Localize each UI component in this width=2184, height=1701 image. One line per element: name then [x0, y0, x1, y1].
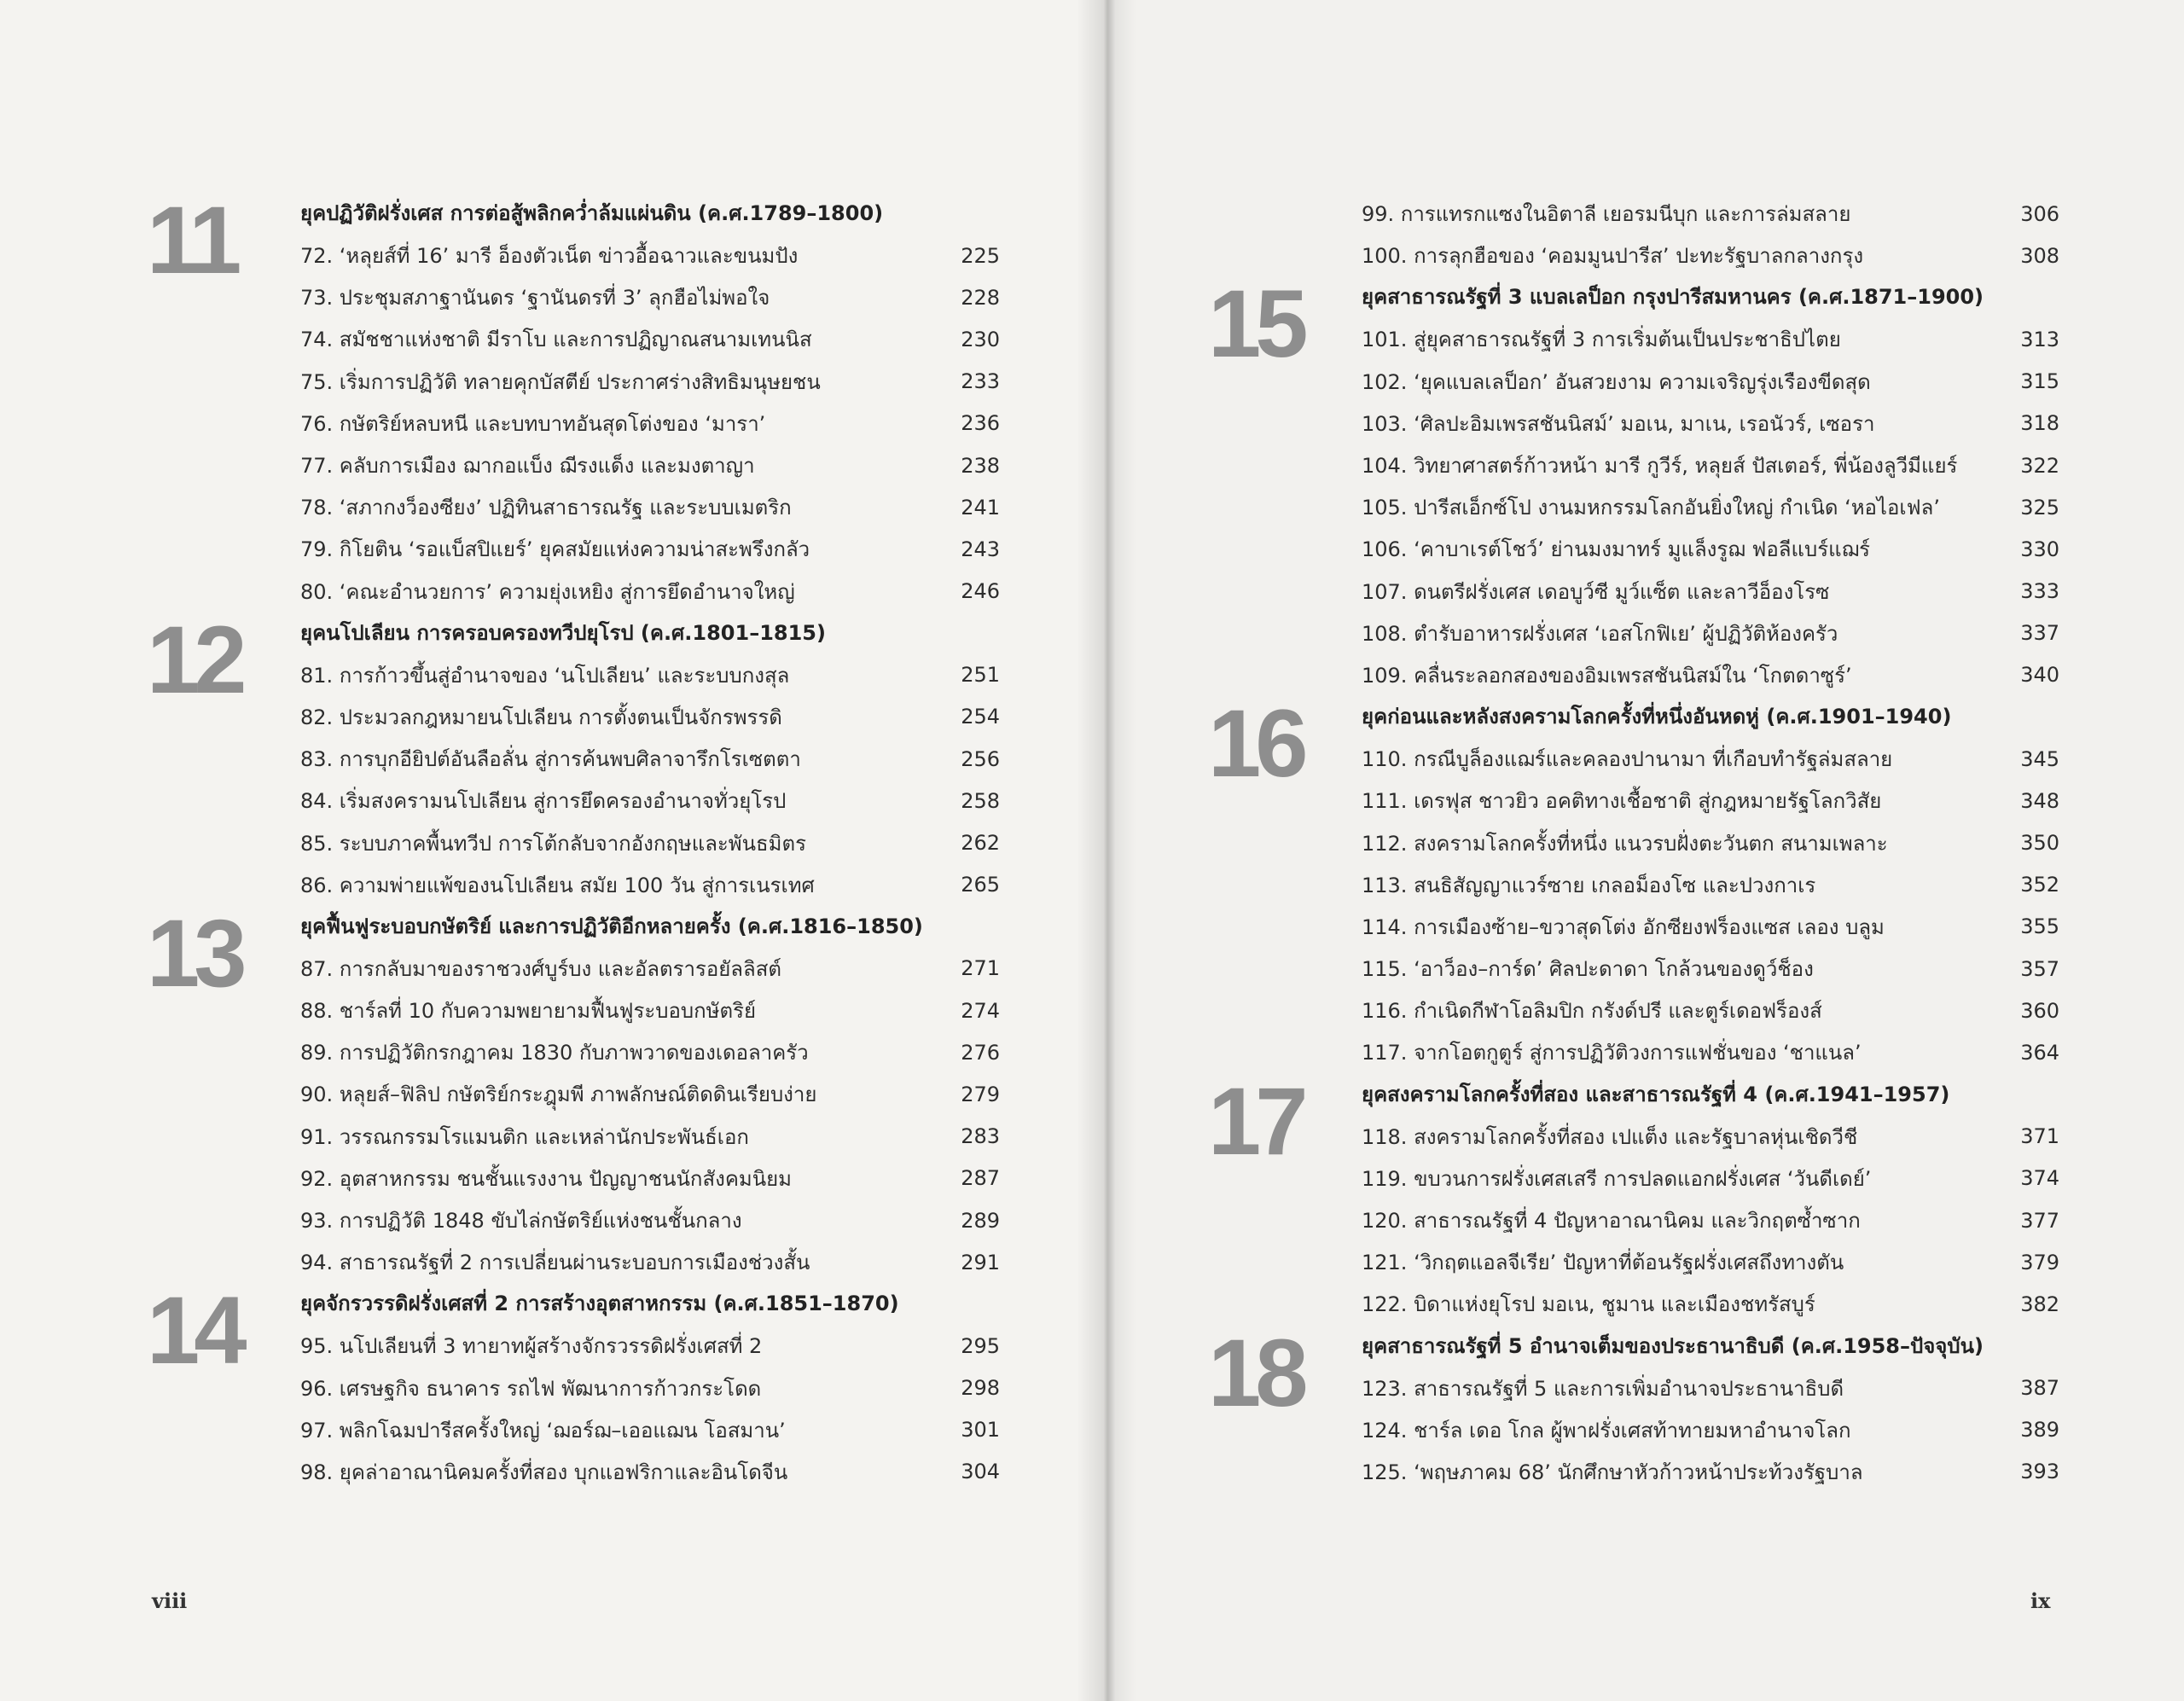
toc-entry-page-number: 377	[2020, 1208, 2059, 1233]
toc-entry-title: 115. ‘อาว็อง–การ์ด’ ศิลปะดาดา โกล้วนของดูว์ช็อง	[1362, 957, 1814, 982]
toc-entry	[300, 571, 1000, 612]
toc-entry	[1362, 1283, 2059, 1325]
toc-entry-page-number: 315	[2020, 369, 2059, 394]
toc-entry-page-number: 298	[961, 1376, 1000, 1401]
book-gutter-shadow	[1077, 0, 1136, 1701]
toc-entry	[300, 1116, 1000, 1158]
toc-entry-page-number: 295	[961, 1333, 1000, 1358]
toc-entry-page-number: 289	[961, 1208, 1000, 1233]
toc-entry-title: 75. เริ่มการปฏิวัติ ทลายคุกบัสตีย์ ประกาศร่างสิทธิมนุษยชน	[300, 369, 821, 394]
toc-entry	[300, 948, 1000, 990]
toc-entry-title: 92. อุตสาหกรรม ชนชั้นแรงงาน ปัญญาชนนักสังคมนิยม	[300, 1166, 792, 1191]
toc-entry-page-number: 301	[961, 1418, 1000, 1443]
toc-entry-page-number: 350	[2020, 831, 2059, 856]
toc-entry-title: 125. ‘พฤษภาคม 68’ นักศึกษาหัวก้าวหน้าประท้วงรัฐบาล	[1362, 1460, 1863, 1484]
toc-entry-page-number: 308	[2020, 243, 2059, 268]
toc-entry	[300, 1325, 1000, 1367]
toc-entry	[1362, 906, 2059, 948]
part-number: 11	[147, 187, 236, 293]
toc-entry	[300, 1409, 1000, 1451]
toc-entry-page-number: 256	[961, 746, 1000, 771]
toc-part-section	[147, 606, 1000, 906]
toc-entry-page-number: 325	[2020, 495, 2059, 520]
toc-entry-title: 118. สงครามโลกครั้งที่สอง เปแต็ง และรัฐบาลหุ่นเชิดวีชี	[1362, 1124, 1858, 1149]
part-title: ยุคปฏิวัติฝรั่งเศส การต่อสู้พลิกคว่ำล้มแผ่นดิน (ค.ศ.1789–1800)	[300, 201, 884, 225]
toc-entry-page-number: 306	[2020, 201, 2059, 226]
toc-entry-page-number: 265	[961, 873, 1000, 897]
toc-entry-title: 109. คลื่นระลอกสองของอิมเพรสชันนิสม์ใน ‘โกตดาซูร์’	[1362, 663, 1852, 688]
part-number: 13	[147, 899, 241, 1007]
toc-entry-title: 93. การปฏิวัติ 1848 ขับไล่กษัตริย์แห่งชนชั้นกลาง	[300, 1209, 742, 1234]
right-page	[1106, 0, 2184, 1701]
toc-entry	[1362, 1031, 2059, 1073]
toc-entry-page-number: 225	[961, 243, 1000, 268]
toc-entry-title: 85. ระบบภาคพื้นทวีป การโต้กลับจากอังกฤษและพันธมิตร	[300, 831, 806, 856]
toc-entry	[1362, 1158, 2059, 1199]
toc-entry-page-number: 228	[961, 285, 1000, 310]
toc-entry	[300, 1241, 1000, 1283]
toc-entry-title: 102. ‘ยุคแบลเลป็อก’ อันสวยงาม ความเจริญรุ่งเรืองขีดสุด	[1362, 369, 1871, 394]
toc-entry	[300, 1073, 1000, 1115]
part-number: 14	[147, 1277, 241, 1385]
toc-entry	[300, 1031, 1000, 1073]
toc-entry	[1362, 821, 2059, 863]
toc-entry-page-number: 238	[961, 453, 1000, 478]
toc-entry-title: 87. การกลับมาของราชวงศ์บูร์บง และอัลตรารอยัลลิสต์	[300, 956, 781, 981]
part-title: ยุคก่อนและหลังสงครามโลกครั้งที่หนึ่งอันหดหู่ (ค.ศ.1901–1940)	[1362, 705, 1952, 729]
toc-entry-title: 98. ยุคล่าอาณานิคมครั้งที่สอง บุกแอฟริกาและอินโดจีน	[300, 1460, 788, 1484]
toc-entry	[1362, 1367, 2059, 1409]
toc-entry	[300, 444, 1000, 486]
toc-entry	[300, 318, 1000, 360]
toc-entry-page-number: 379	[2020, 1250, 2059, 1274]
toc-entry-title: 90. หลุยส์–ฟิลิป กษัตริย์กระฎุมพี ภาพลักษณ์ติดดินเรียบง่าย	[300, 1083, 817, 1107]
toc-entry	[300, 696, 1000, 738]
toc-entry-title: 96. เศรษฐกิจ ธนาคาร รถไฟ พัฒนาการก้าวกระโดด	[300, 1376, 762, 1401]
toc-part-section	[147, 187, 1000, 612]
toc-entry-page-number: 243	[961, 537, 1000, 561]
toc-entry-title: 88. ชาร์ลที่ 10 กับความพยายามฟื้นฟูระบอบกษัตริย์	[300, 999, 757, 1024]
toc-entry-page-number: 337	[2020, 621, 2059, 646]
toc-entry-page-number: 371	[2020, 1124, 2059, 1149]
toc-entry	[300, 990, 1000, 1031]
toc-entry	[300, 780, 1000, 821]
toc-entry	[1362, 948, 2059, 990]
toc-entry-page-number: 382	[2020, 1292, 2059, 1316]
toc-entry-page-number: 318	[2020, 411, 2059, 436]
toc-entry-title: 83. การบุกอียิปต์อันลือลั่น สู่การค้นพบศิลาจารึกโรเซตตา	[300, 747, 801, 772]
toc-entry	[300, 1199, 1000, 1241]
part-title: ยุคสาธารณรัฐที่ 5 อำนาจเต็มของประธานาธิบดี (ค.ศ.1958–ปัจจุบัน)	[1362, 1333, 1984, 1358]
toc-entry-page-number: 352	[2020, 873, 2059, 897]
toc-entry-title: 105. ปารีสเอ็กซ์โป งานมหกรรมโลกอันยิ่งใหญ่ กำเนิด ‘หอไอเฟล’	[1362, 496, 1940, 520]
toc-entry-page-number: 230	[961, 327, 1000, 351]
toc-entry-page-number: 322	[2020, 453, 2059, 478]
part-title: ยุคฟื้นฟูระบอบกษัตริย์ และการปฏิวัติอีกหลายครั้ง (ค.ศ.1816–1850)	[300, 914, 923, 938]
toc-entry-page-number: 304	[961, 1460, 1000, 1484]
toc-entry	[1362, 361, 2059, 403]
toc-entry-page-number: 340	[2020, 663, 2059, 688]
table-of-contents-left	[147, 187, 1000, 1493]
toc-part-section	[1208, 270, 2059, 696]
toc-entry	[300, 235, 1000, 276]
toc-entry-page-number: 251	[961, 663, 1000, 688]
toc-entry-title: 104. วิทยาศาสตร์ก้าวหน้า มารี กูวีร์, หลุยส์ ปัสเตอร์, พี่น้องลูวีมีแยร์	[1362, 454, 1958, 479]
toc-entry	[1362, 444, 2059, 486]
part-number: 18	[1208, 1319, 1303, 1426]
toc-entry	[1362, 990, 2059, 1031]
toc-entry	[300, 864, 1000, 906]
toc-entry-title: 119. ขบวนการฝรั่งเศสเสรี การปลดแอกฝรั่งเศส ‘วันดีเดย์’	[1362, 1166, 1872, 1191]
toc-entry-title: 82. ประมวลกฎหมายนโปเลียน การตั้งตนเป็นจักรพรรดิ	[300, 705, 782, 729]
toc-entry	[1362, 1116, 2059, 1158]
toc-entry-page-number: 283	[961, 1124, 1000, 1149]
toc-entry	[1362, 864, 2059, 906]
toc-entry	[300, 276, 1000, 318]
toc-entry-page-number: 360	[2020, 998, 2059, 1023]
table-of-contents-right	[1208, 193, 2059, 1493]
toc-entry	[1362, 654, 2059, 696]
toc-entry-title: 72. ‘หลุยส์ที่ 16’ มารี อ็องตัวเน็ต ข่าวอื้อฉาวและขนมปัง	[300, 244, 799, 269]
toc-entry-title: 120. สาธารณรัฐที่ 4 ปัญหาอาณานิคม และวิกฤตซ้ำซาก	[1362, 1209, 1861, 1234]
toc-entry	[1362, 1409, 2059, 1451]
toc-entry-title: 77. คลับการเมือง ฌากอแบ็ง ฌีรงแด็ง และมงตาญา	[300, 454, 755, 479]
toc-entry-title: 80. ‘คณะอำนวยการ’ ความยุ่งเหยิง สู่การยึดอำนาจใหญ่	[300, 579, 795, 604]
toc-entry	[1362, 780, 2059, 821]
toc-entry-title: 103. ‘ศิลปะอิมเพรสชันนิสม์’ มอเน, มาเน, เรอนัวร์, เซอรา	[1362, 411, 1875, 436]
page-folio-right: ix	[2030, 1588, 2051, 1613]
toc-entry	[1362, 193, 2059, 235]
toc-entry-page-number: 233	[961, 369, 1000, 394]
toc-entry	[1362, 1241, 2059, 1283]
toc-entry	[300, 361, 1000, 403]
toc-part-section	[1208, 1319, 2059, 1494]
toc-entry-title: 112. สงครามโลกครั้งที่หนึ่ง แนวรบฝั่งตะวันตก สนามเพลาะ	[1362, 831, 1888, 856]
toc-entry-page-number: 333	[2020, 579, 2059, 604]
toc-entry-page-number: 246	[961, 579, 1000, 604]
toc-part-section	[1208, 690, 2059, 1074]
toc-entry-title: 116. กำเนิดกีฬาโอลิมปิก กรังด์ปรี และตูร์เดอฟร็องส์	[1362, 999, 1822, 1024]
toc-entry-page-number: 258	[961, 788, 1000, 813]
toc-entry-title: 111. เดรฟุส ชาวยิว อคติทางเชื้อชาติ สู่กฎหมายรัฐโลกวิสัย	[1362, 789, 1882, 814]
toc-entry-title: 100. การลุกฮือของ ‘คอมมูนปารีส’ ปะทะรัฐบาลกลางกรุง	[1362, 244, 1864, 269]
toc-entry-title: 97. พลิกโฉมปารีสครั้งใหญ่ ‘ฌอร์ฌ–เออแฌน โอสมาน’	[300, 1418, 786, 1443]
part-number: 16	[1208, 690, 1303, 798]
toc-entry-page-number: 274	[961, 998, 1000, 1023]
toc-entry-title: 110. กรณีบูล็องแฌร์และคลองปานามา ที่เกือบทำรัฐล่มสลาย	[1362, 747, 1893, 772]
toc-entry-page-number: 313	[2020, 327, 2059, 351]
toc-entry-title: 108. ตำรับอาหารฝรั่งเศส ‘เอสโกฟิเย’ ผู้ปฏิวัติห้องครัว	[1362, 621, 1838, 646]
toc-entry	[300, 1451, 1000, 1493]
toc-entry	[1362, 612, 2059, 654]
toc-entry-page-number: 364	[2020, 1040, 2059, 1065]
toc-entry-title: 99. การแทรกแซงในอิตาลี เยอรมนีบุก และการล่มสลาย	[1362, 202, 1851, 227]
toc-entry	[300, 528, 1000, 570]
toc-entry-title: 122. บิดาแห่งยุโรป มอเน, ชูมาน และเมืองชทรัสบูร์	[1362, 1292, 1815, 1317]
toc-entry	[300, 654, 1000, 696]
toc-entry-page-number: 276	[961, 1040, 1000, 1065]
part-number: 12	[147, 606, 241, 713]
toc-entry-page-number: 374	[2020, 1166, 2059, 1191]
toc-entry	[1362, 571, 2059, 612]
toc-entry	[300, 738, 1000, 780]
toc-entry-page-number: 241	[961, 495, 1000, 520]
part-title: ยุคนโปเลียน การครอบครองทวีปยุโรป (ค.ศ.1801–1815)	[300, 620, 826, 645]
toc-entry	[1362, 318, 2059, 360]
toc-entry-page-number: 330	[2020, 537, 2059, 561]
toc-entry	[1362, 1451, 2059, 1493]
part-title: ยุคสาธารณรัฐที่ 3 แบลเลป็อก กรุงปารีสมหานคร (ค.ศ.1871–1900)	[1362, 285, 1984, 310]
toc-entry	[300, 821, 1000, 863]
toc-entry-title: 86. ความพ่ายแพ้ของนโปเลียน สมัย 100 วัน สู่การเนรเทศ	[300, 873, 815, 897]
toc-entry-page-number: 291	[961, 1250, 1000, 1274]
toc-entry-title: 95. นโปเลียนที่ 3 ทายาทผู้สร้างจักรวรรดิฝรั่งเศสที่ 2	[300, 1334, 763, 1359]
toc-entry-title: 73. ประชุมสภาฐานันดร ‘ฐานันดรที่ 3’ ลุกฮือไม่พอใจ	[300, 286, 770, 311]
toc-entry-title: 76. กษัตริย์หลบหนี และบทบาทอันสุดโต่งของ ‘มารา’	[300, 411, 766, 436]
toc-entry-page-number: 387	[2020, 1376, 2059, 1401]
toc-part-section	[1208, 1067, 2059, 1326]
page-folio-left: viii	[152, 1588, 188, 1613]
toc-entry	[1362, 1199, 2059, 1241]
toc-entry-page-number: 287	[961, 1166, 1000, 1191]
toc-entry-page-number: 389	[2020, 1418, 2059, 1443]
toc-part-section	[147, 1277, 1000, 1493]
toc-entry	[1362, 235, 2059, 276]
part-number: 17	[1208, 1067, 1303, 1175]
toc-entry	[1362, 738, 2059, 780]
part-title: ยุคจักรวรรดิฝรั่งเศสที่ 2 การสร้างอุตสาหกรรม (ค.ศ.1851–1870)	[300, 1292, 899, 1316]
toc-entry-page-number: 236	[961, 411, 1000, 436]
toc-entry-title: 101. สู่ยุคสาธารณรัฐที่ 3 การเริ่มต้นเป็นประชาธิปไตย	[1362, 328, 1841, 352]
toc-entry-title: 91. วรรณกรรมโรแมนติก และเหล่านักประพันธ์เอก	[300, 1124, 749, 1149]
toc-entry	[300, 403, 1000, 444]
toc-entry	[1362, 528, 2059, 570]
toc-entry-page-number: 271	[961, 956, 1000, 981]
toc-entry-title: 84. เริ่มสงครามนโปเลียน สู่การยึดครองอำนาจทั่วยุโรป	[300, 789, 787, 814]
toc-entry-title: 114. การเมืองซ้าย–ขวาสุดโต่ง อักซียงฟร็องแซส เลอง บลูม	[1362, 914, 1885, 939]
toc-entry-title: 121. ‘วิกฤตแอลจีเรีย’ ปัญหาที่ต้อนรัฐฝรั่งเศสถึงทางตัน	[1362, 1251, 1844, 1275]
toc-entry-title: 113. สนธิสัญญาแวร์ซาย เกลอม็องโซ และปวงกาเร	[1362, 873, 1816, 897]
toc-entry-page-number: 262	[961, 831, 1000, 856]
toc-entry-page-number: 348	[2020, 788, 2059, 813]
toc-entry-title: 106. ‘คาบาเรต์โชว์’ ย่านมงมาทร์ มูแล็งรูฌ ฟอลีแบร์แฌร์	[1362, 537, 1870, 562]
toc-entry-page-number: 254	[961, 705, 1000, 729]
toc-entry	[1362, 486, 2059, 528]
toc-entry-page-number: 345	[2020, 746, 2059, 771]
toc-entry	[1362, 403, 2059, 444]
toc-entry-title: 79. กิโยติน ‘รอแบ็สปิแยร์’ ยุคสมัยแห่งความน่าสะพรึงกลัว	[300, 537, 810, 562]
toc-entry-page-number: 355	[2020, 914, 2059, 939]
toc-entry-title: 78. ‘สภากงว็องซียง’ ปฏิทินสาธารณรัฐ และระบบเมตริก	[300, 496, 792, 520]
part-number: 15	[1208, 270, 1303, 378]
toc-entry-title: 124. ชาร์ล เดอ โกล ผู้พาฝรั่งเศสท้าทายมหาอำนาจโลก	[1362, 1418, 1851, 1443]
toc-entry-title: 123. สาธารณรัฐที่ 5 และการเพิ่มอำนาจประธานาธิบดี	[1362, 1376, 1844, 1401]
toc-entry-title: 89. การปฏิวัติกรกฎาคม 1830 กับภาพวาดของเดอลาครัว	[300, 1041, 809, 1065]
toc-entry	[300, 486, 1000, 528]
toc-entry-title: 117. จากโอตกูตูร์ สู่การปฏิวัติวงการแฟชั่นของ ‘ชาแนล’	[1362, 1041, 1862, 1065]
toc-entry-page-number: 393	[2020, 1460, 2059, 1484]
toc-part-section	[147, 899, 1000, 1284]
toc-entry-title: 94. สาธารณรัฐที่ 2 การเปลี่ยนผ่านระบอบการเมืองช่วงสั้น	[300, 1251, 810, 1275]
toc-entry-title: 74. สมัชชาแห่งชาติ มีราโบ และการปฏิญาณสนามเทนนิส	[300, 328, 812, 352]
toc-entry-title: 81. การก้าวขึ้นสู่อำนาจของ ‘นโปเลียน’ และระบบกงสุล	[300, 663, 790, 688]
toc-entry-page-number: 279	[961, 1082, 1000, 1106]
toc-entry-page-number: 357	[2020, 956, 2059, 981]
toc-entry	[300, 1367, 1000, 1409]
toc-entry	[300, 1158, 1000, 1199]
toc-entry-title: 107. ดนตรีฝรั่งเศส เดอบูว์ซี มูว์แซ็ต และลาวีอ็องโรซ	[1362, 579, 1830, 604]
part-title: ยุคสงครามโลกครั้งที่สอง และสาธารณรัฐที่ 4 (ค.ศ.1941–1957)	[1362, 1082, 1950, 1106]
